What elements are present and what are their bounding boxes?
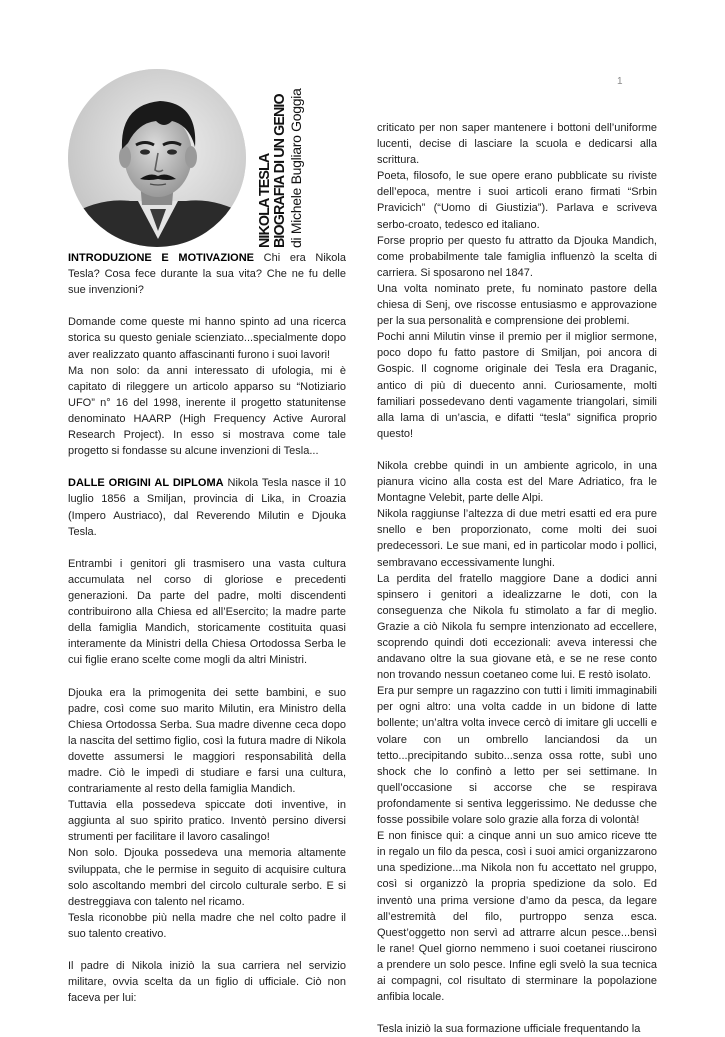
paragraph: Pochi anni Milutin vinse il premio per il miglior sermone, poco dopo fu fatto pastore di Smiljan, poi ancora di Gospic. Il cognome originale dei Tesla era Draganic, antico di più di duecento anni. Curiosamente, molti familiari possedevano denti vagamente triangolari, simili alla lama di un’ascia, e difatti “tesla” significa proprio questo!	[377, 331, 657, 440]
section-heading-origins: DALLE ORIGINI AL DIPLOMA	[68, 477, 224, 490]
title-name: NIKOLA TESLA	[257, 153, 273, 248]
paragraph: Una volta nominato prete, fu nominato pastore della chiesa di Senj, ove riscosse entusiasmo e approvazione per la sua personalità e comprensione dei problemi.	[377, 282, 657, 328]
portrait-photo	[68, 69, 246, 247]
author-line: di Michele Bugliaro Goggia	[288, 88, 304, 248]
right-column	[377, 120, 657, 1037]
section-heading-intro: INTRODUZIONE E MOTIVAZIONE	[68, 252, 254, 264]
paragraph: Non solo. Djouka possedeva una memoria altamente sviluppata, che le permise in seguito di acquisire cultura solo ascoltando membri del circolo culturale serbo. E si destreggiava con talento nel ricamo.	[68, 847, 346, 908]
paragraph: Ma non solo: da anni interessato di ufologia, mi è capitato di rileggere un articolo apparso su “Notiziario UFO” n° 16 del 1998, inerente il progetto statunitense denominato HAARP (High Frequency Active Auroral Research Project). In esso si mostrava come tale progetto si fondasse su alcune invenzioni di Tesla...	[68, 364, 346, 458]
paragraph: Djouka era la primogenita dei sette bambini, e suo padre, così come suo marito Milutin, era Ministro della Chiesa Ortodossa Serba. Sua madre divenne ceca dopo la nascita del settimo figlio, così la futura madre di Nikola dovette assumersi le maggiori responsabilità della madre. Ciò le impedì di studiare e farsi una cultura, contrariamente al resto della famiglia Mandich.	[68, 686, 346, 796]
paragraph: Tuttavia ella possedeva spiccate doti inventive, in aggiunta al suo spirito pratico. Inventò persino diversi strumenti per facilitare il lavoro casalingo!	[68, 799, 346, 844]
paragraph: Poeta, filosofo, le sue opere erano pubblicate su riviste dell’epoca, mentre i suoi articoli erano firmati “Srbin Pravicich” (“Uomo di Giustizia”). Parlava e scriveva serbo-croato, tedesco ed italiano.	[377, 170, 657, 231]
paragraph: criticato per non saper mantenere i bottoni dell’uniforme lucenti, decise di lasciare la scuola e dedicarsi alla scrittura.	[377, 122, 657, 167]
paragraph: Tesla riconobbe più nella madre che nel colto padre il suo talento creativo.	[68, 911, 346, 940]
paragraph: Nikola crebbe quindi in un ambiente agricolo, in una pianura vicino alla costa est del Mare Adriatico, fra le Montagne Velebit, parte delle Alpi.	[377, 459, 657, 505]
intro-text: Chi era Nikola Tesla? Cosa fece durante la sua vita? Che ne fu delle sue invenzioni?	[68, 252, 346, 297]
title-subtitle: BIOGRAFIA DI UN GENIO	[272, 94, 288, 248]
paragraph: E non finisce qui: a cinque anni un suo amico riceve tte in regalo un filo da pesca, così i suoi amici organizzarono una spedizione...ma Nikola non fu accettato nel gruppo, così si organizzò la propria spedizione da solo. Ed inventò una prima versione d’amo da pesca, da legare all’estremità del filo, purtroppo senza esca. Quest’oggetto non servì ad attrarre alcun pesce...bensì le rane! Quel giorno nemmeno i suoi coetanei riuscirono a prendere un solo pesce. Infine egli svelò la sua tecnica ai compagni, col risultato di sterminare la popolazione anfibia locale.	[377, 830, 657, 1004]
left-column	[68, 250, 346, 1006]
origins-text: Nikola Tesla nasce il 10 luglio 1856 a Smiljan, provincia di Lika, in Croazia (Impero Austriaco), dal Reverendo Milutin e Djouka Tesla.	[68, 477, 346, 538]
page-number: 1	[617, 76, 623, 87]
paragraph: Entrambi i genitori gli trasmisero una vasta cultura accumulata nel corso di gloriose e precedenti generazioni. Da parte del padre, molti discendenti contribuirono alla Chiesa ed all’Esercito; la madre parte della famiglia Mandich, storicamente costituita quasi interamente da Ministri della Chiesa Ortodossa Serba le cui figlie erano scelte come mogli da altri Ministri.	[68, 557, 346, 667]
paragraph: Forse proprio per questo fu attratto da Djouka Mandich, come probabilmente tale famiglia influenzò la scelta di carriera. Si sposarono nel 1847.	[377, 234, 657, 279]
title-block	[246, 64, 316, 250]
paragraph: Il padre di Nikola iniziò la sua carriera nel servizio militare, ovvia scelta da un figlio di ufficiale. Ciò non faceva per lui:	[68, 960, 346, 1005]
paragraph: Tesla iniziò la sua formazione ufficiale frequentando la	[377, 1023, 641, 1036]
paragraph: Nikola raggiunse l’altezza di due metri esatti ed era pure snello e ben proporzionato, come molti dei suoi predecessori. Le sue mani, ed in particolar modo i pollici, sembravano eccessivamente lunghi.	[377, 508, 657, 569]
origins-paragraph	[68, 475, 346, 539]
paragraph: Domande come queste mi hanno spinto ad una ricerca storica su questo geniale scienziato...specialmente dopo aver realizzato quanto affascinanti furono i suoi lavori!	[68, 316, 346, 361]
paragraph: La perdita del fratello maggiore Dane a dodici anni spinsero i genitori a idealizzarne le doti, con la conseguenza che Nikola fu stimolato a far di meglio. Grazie a ciò Nikola fu sempre intenzionato ad eccellere, scoprendo quindi doti eccezionali: aveva interessi che andavano oltre la sua giovane età, e se ne rese conto non trovando nessun coetaneo come lui. E restò isolato.	[377, 572, 657, 682]
intro-paragraph	[68, 250, 346, 298]
paragraph: Era pur sempre un ragazzino con tutti i limiti immaginabili per ogni altro: una volta cadde in un bidone di latte bollente; un’altra volta invece cercò di imitare gli uccelli e volare con un ombrello lanciandosi da un tetto...precipitando subito...senza ossa rotte, subì uno shock che lo confinò a letto per sei settimane. In quell’occasione si accorse che se respirava profondamente si sentiva leggerissimo. Ne dedusse che fosse possibile volare solo grazie alla forza di volontà!	[377, 685, 657, 827]
